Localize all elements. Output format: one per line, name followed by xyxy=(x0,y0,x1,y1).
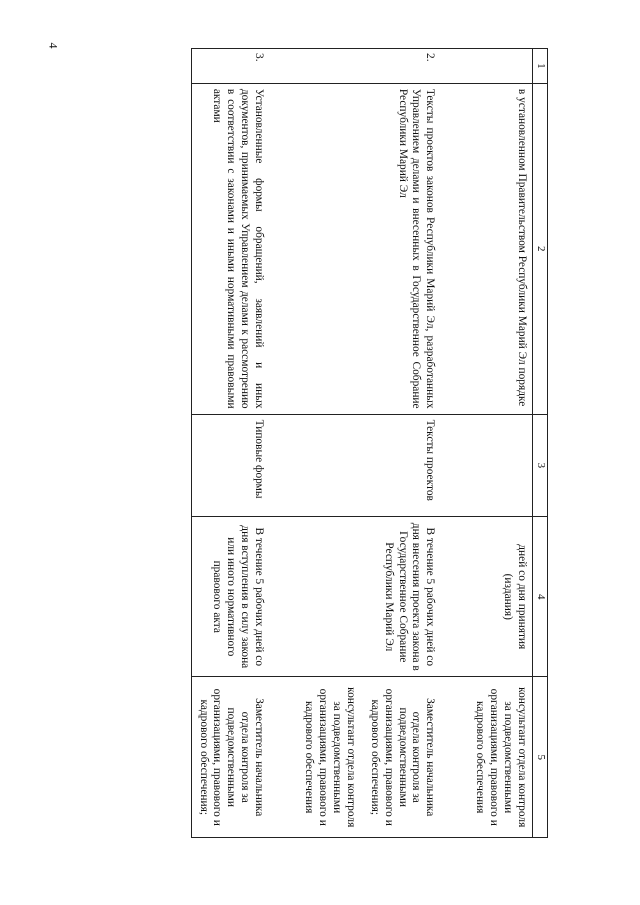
document-type xyxy=(468,414,532,517)
page-number: 4 xyxy=(46,42,61,49)
responsible-line: Заместитель начальника отдела контроля за подведомственными организациями, правового и кадрового обеспечения; xyxy=(368,688,437,826)
term: дней со дня принятия (издания) xyxy=(468,517,532,677)
header-col-4: 4 xyxy=(533,517,548,677)
table-row xyxy=(191,49,269,838)
responsible xyxy=(297,677,440,838)
responsible-line: Заместитель начальника отдела контроля за подведомственными организациями, правового и кадрового обеспечения; xyxy=(197,688,266,826)
responsible-line: консультант отдела контроля за подведомственными организациями, правового и кадрового обеспечения xyxy=(303,687,357,828)
header-row xyxy=(533,49,548,838)
header-col-5: 5 xyxy=(533,677,548,838)
responsible-line: консультант отдела контроля за подведомственными организациями, правового и кадрового обеспечения xyxy=(474,687,528,828)
row-number: 2. xyxy=(297,49,440,84)
table-row xyxy=(468,49,532,838)
header-col-3: 3 xyxy=(533,414,548,517)
term: В течение 5 рабочих дней со дня вступления в силу закона или иного нормативного правового акта xyxy=(191,517,269,677)
table-row xyxy=(297,49,440,838)
document-type: Тексты проектов xyxy=(297,414,440,517)
document-name: в установленном Правительством Республики Марий Эл порядке xyxy=(468,83,532,414)
row-spacer xyxy=(440,49,468,838)
document-name: Тексты проектов законов Республики Марий Эл, разработанных Управлением делами и внесенных в Государственное Собрание Республики Марий Эл xyxy=(297,83,440,414)
term: В течение 5 рабочих дней со дня внесения проекта закона в Государственное Собрание Республики Марий Эл xyxy=(297,517,440,677)
row-spacer xyxy=(269,49,297,838)
document-type: Типовые формы xyxy=(191,414,269,517)
document-table xyxy=(191,48,548,838)
responsible xyxy=(191,677,269,838)
row-number xyxy=(468,49,532,84)
row-number: 3. xyxy=(191,49,269,84)
header-col-2: 2 xyxy=(533,83,548,414)
header-col-1: 1 xyxy=(533,49,548,84)
document-name: Установленные формы обращений, заявлений и иных документов, принимаемых Управлением делами к рассмотрению в соответствии с законами и иными нормативными правовыми актами xyxy=(191,83,269,414)
responsible xyxy=(468,677,532,838)
rotated-table-container xyxy=(112,48,548,838)
